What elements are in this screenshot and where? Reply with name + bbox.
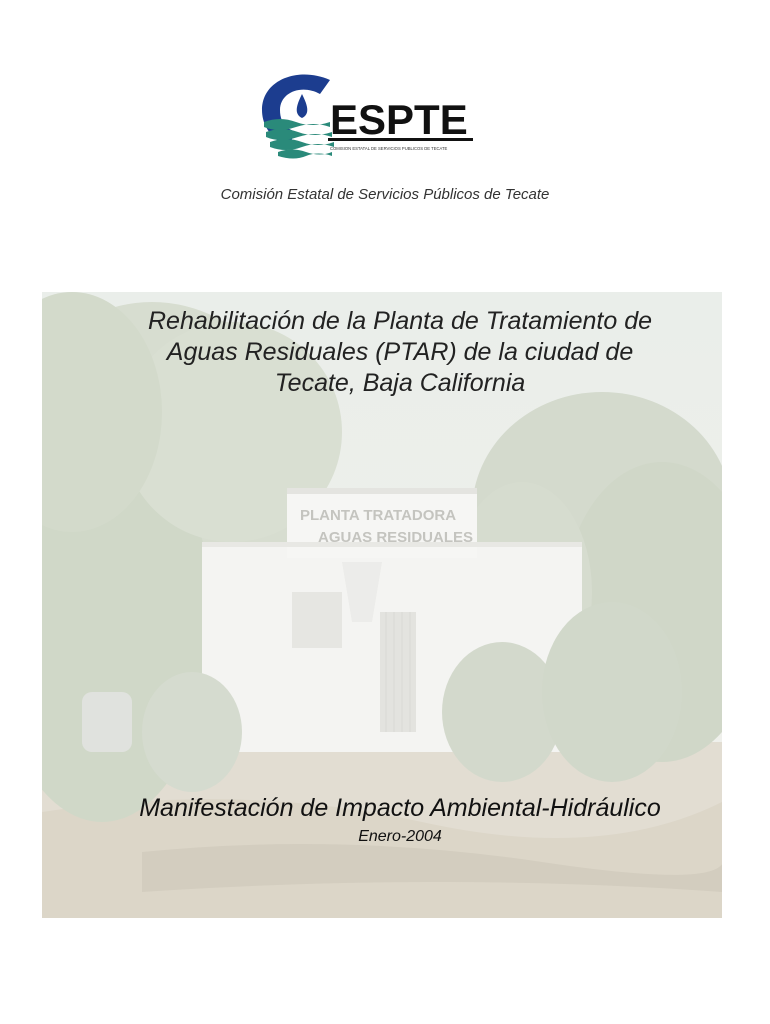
report-title: Manifestación de Impacto Ambiental-Hidráulico [139, 794, 661, 822]
logo-wordmark: ESPTE [330, 96, 468, 143]
organization-subtitle: Comisión Estatal de Servicios Públicos de Tecate [220, 186, 550, 203]
project-title-line-1: Rehabilitación de la Planta de Tratamiento de [147, 307, 653, 335]
espte-logo [258, 60, 478, 170]
report-date: Enero-2004 [358, 828, 442, 845]
project-title-line-2: Aguas Residuales (PTAR) de la ciudad de [166, 338, 634, 366]
photo-sign-line-1: PLANTA TRATADORA [300, 507, 457, 524]
project-title [92, 306, 708, 399]
project-title-line-3: Tecate, Baja California [274, 369, 526, 397]
photo-sign-line-2: AGUAS RESIDUALES [318, 529, 474, 546]
espte-logo-graphic [258, 60, 478, 170]
logo-tagline: COMISION ESTATAL DE SERVICIOS PUBLICOS DE TECATE [330, 146, 448, 151]
